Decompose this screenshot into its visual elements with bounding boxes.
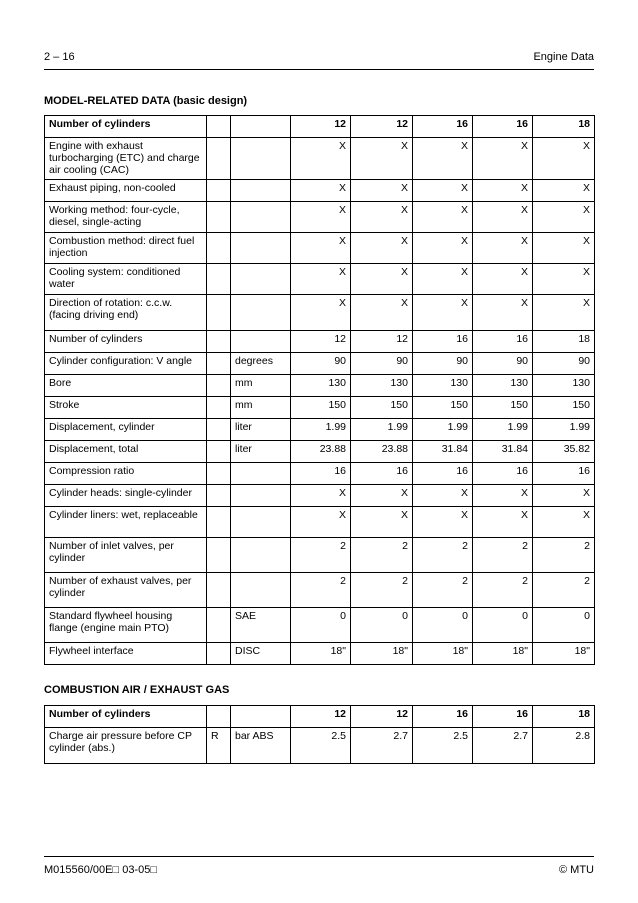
row-value-cell: X: [413, 233, 473, 264]
row-flag-cell: [207, 397, 231, 419]
table-row: [45, 419, 595, 441]
row-unit-cell: [231, 573, 291, 608]
header-empty-cell: [231, 706, 291, 728]
row-flag-cell: [207, 233, 231, 264]
row-value-cell: X: [533, 233, 595, 264]
row-value-cell: X: [473, 507, 533, 538]
row-value-cell: 1.99: [473, 419, 533, 441]
row-value-cell: 16: [533, 463, 595, 485]
row-flag-cell: [207, 608, 231, 643]
row-value-cell: 130: [413, 375, 473, 397]
row-unit-cell: bar ABS: [231, 728, 291, 764]
row-value-cell: X: [473, 485, 533, 507]
header-cylinder-count-cell: 18: [533, 706, 595, 728]
row-label-cell: Cylinder heads: single-cylinder: [45, 485, 207, 507]
row-unit-cell: [231, 295, 291, 331]
row-flag-cell: [207, 507, 231, 538]
row-value-cell: X: [351, 485, 413, 507]
page-header-title: Engine Data: [533, 51, 594, 63]
row-unit-cell: mm: [231, 375, 291, 397]
row-value-cell: 2: [533, 573, 595, 608]
row-value-cell: X: [413, 180, 473, 202]
row-value-cell: 90: [533, 353, 595, 375]
row-value-cell: 150: [413, 397, 473, 419]
row-value-cell: 18": [413, 643, 473, 665]
row-value-cell: 12: [291, 331, 351, 353]
row-label-cell: Number of cylinders: [45, 331, 207, 353]
row-value-cell: X: [291, 202, 351, 233]
row-flag-cell: [207, 138, 231, 180]
row-label-cell: Cylinder liners: wet, replaceable: [45, 507, 207, 538]
row-value-cell: 16: [473, 463, 533, 485]
row-flag-cell: [207, 331, 231, 353]
row-value-cell: X: [351, 507, 413, 538]
table-row: [45, 331, 595, 353]
row-label-cell: Number of inlet valves, per cylinder: [45, 538, 207, 573]
row-label-cell: Direction of rotation: c.c.w. (facing driving end): [45, 295, 207, 331]
combustion-air-table: [44, 705, 595, 764]
row-value-cell: 90: [291, 353, 351, 375]
header-rule: [44, 69, 594, 70]
table-row: [45, 397, 595, 419]
row-value-cell: X: [413, 264, 473, 295]
row-flag-cell: R: [207, 728, 231, 764]
header-cylinder-count-cell: 16: [413, 706, 473, 728]
page-number: 2 – 16: [44, 51, 75, 63]
row-value-cell: X: [473, 180, 533, 202]
row-value-cell: 31.84: [473, 441, 533, 463]
row-value-cell: 150: [351, 397, 413, 419]
row-value-cell: 23.88: [351, 441, 413, 463]
row-value-cell: X: [473, 233, 533, 264]
row-value-cell: X: [291, 507, 351, 538]
row-label-cell: Number of exhaust valves, per cylinder: [45, 573, 207, 608]
row-value-cell: 16: [413, 331, 473, 353]
header-label-cell: Number of cylinders: [45, 116, 207, 138]
row-value-cell: 2: [413, 538, 473, 573]
row-unit-cell: [231, 233, 291, 264]
row-value-cell: 2.5: [291, 728, 351, 764]
table-row: [45, 375, 595, 397]
row-value-cell: X: [351, 180, 413, 202]
row-value-cell: 2: [413, 573, 473, 608]
row-unit-cell: [231, 507, 291, 538]
header-cylinder-count-cell: 16: [413, 116, 473, 138]
row-value-cell: 0: [413, 608, 473, 643]
header-cylinder-count-cell: 16: [473, 706, 533, 728]
row-value-cell: X: [351, 295, 413, 331]
table-row: [45, 353, 595, 375]
row-label-cell: Compression ratio: [45, 463, 207, 485]
copyright: © MTU: [559, 864, 594, 876]
row-value-cell: 12: [351, 331, 413, 353]
row-value-cell: 130: [533, 375, 595, 397]
row-value-cell: 2: [351, 573, 413, 608]
row-unit-cell: liter: [231, 441, 291, 463]
row-value-cell: 2.8: [533, 728, 595, 764]
row-value-cell: X: [533, 180, 595, 202]
row-value-cell: 18": [533, 643, 595, 665]
row-unit-cell: [231, 138, 291, 180]
table-row: [45, 138, 595, 180]
row-value-cell: X: [291, 295, 351, 331]
row-value-cell: 130: [473, 375, 533, 397]
row-flag-cell: [207, 643, 231, 665]
row-unit-cell: [231, 180, 291, 202]
row-label-cell: Exhaust piping, non-cooled: [45, 180, 207, 202]
table-row: [45, 485, 595, 507]
row-value-cell: 2.7: [351, 728, 413, 764]
row-value-cell: 2: [473, 538, 533, 573]
row-value-cell: X: [413, 485, 473, 507]
header-empty-cell: [207, 116, 231, 138]
header-empty-cell: [231, 116, 291, 138]
row-label-cell: Engine with exhaust turbocharging (ETC) and charge air cooling (CAC): [45, 138, 207, 180]
row-label-cell: Combustion method: direct fuel injection: [45, 233, 207, 264]
table-row: [45, 202, 595, 233]
row-value-cell: 0: [473, 608, 533, 643]
row-label-cell: Flywheel interface: [45, 643, 207, 665]
row-value-cell: 23.88: [291, 441, 351, 463]
section-title-model-data: MODEL-RELATED DATA (basic design): [44, 95, 248, 107]
header-cylinder-count-cell: 12: [291, 116, 351, 138]
row-value-cell: X: [291, 485, 351, 507]
row-value-cell: 1.99: [291, 419, 351, 441]
row-label-cell: Cylinder configuration: V angle: [45, 353, 207, 375]
row-value-cell: X: [533, 485, 595, 507]
row-label-cell: Cooling system: conditioned water: [45, 264, 207, 295]
row-unit-cell: liter: [231, 419, 291, 441]
header-label-cell: Number of cylinders: [45, 706, 207, 728]
row-flag-cell: [207, 419, 231, 441]
row-unit-cell: DISC: [231, 643, 291, 665]
row-value-cell: X: [413, 507, 473, 538]
row-value-cell: X: [473, 295, 533, 331]
row-flag-cell: [207, 463, 231, 485]
row-unit-cell: degrees: [231, 353, 291, 375]
document-id: M015560/00E□ 03-05□: [44, 864, 157, 876]
row-value-cell: 16: [413, 463, 473, 485]
row-flag-cell: [207, 202, 231, 233]
row-value-cell: 130: [291, 375, 351, 397]
table-row: [45, 180, 595, 202]
row-value-cell: X: [351, 202, 413, 233]
row-label-cell: Displacement, cylinder: [45, 419, 207, 441]
row-value-cell: 1.99: [351, 419, 413, 441]
row-value-cell: 31.84: [413, 441, 473, 463]
row-unit-cell: [231, 331, 291, 353]
row-value-cell: 2: [351, 538, 413, 573]
row-flag-cell: [207, 180, 231, 202]
row-value-cell: 35.82: [533, 441, 595, 463]
row-value-cell: 18: [533, 331, 595, 353]
row-value-cell: 2: [291, 538, 351, 573]
page-header: [44, 51, 594, 65]
row-label-cell: Displacement, total: [45, 441, 207, 463]
section-title-combustion-air: COMBUSTION AIR / EXHAUST GAS: [44, 684, 230, 696]
page-footer: [44, 864, 594, 878]
header-cylinder-count-cell: 18: [533, 116, 595, 138]
row-flag-cell: [207, 375, 231, 397]
row-value-cell: X: [291, 233, 351, 264]
row-value-cell: 150: [473, 397, 533, 419]
row-flag-cell: [207, 441, 231, 463]
row-label-cell: Working method: four-cycle, diesel, single-acting: [45, 202, 207, 233]
row-value-cell: 16: [351, 463, 413, 485]
row-value-cell: 90: [351, 353, 413, 375]
row-value-cell: 150: [533, 397, 595, 419]
header-cylinder-count-cell: 16: [473, 116, 533, 138]
row-value-cell: 0: [533, 608, 595, 643]
row-value-cell: X: [351, 138, 413, 180]
row-value-cell: X: [473, 202, 533, 233]
row-flag-cell: [207, 264, 231, 295]
row-value-cell: X: [413, 202, 473, 233]
row-value-cell: X: [351, 264, 413, 295]
row-value-cell: 1.99: [413, 419, 473, 441]
row-value-cell: X: [351, 233, 413, 264]
row-unit-cell: [231, 202, 291, 233]
row-value-cell: X: [291, 264, 351, 295]
row-unit-cell: mm: [231, 397, 291, 419]
row-unit-cell: [231, 538, 291, 573]
row-value-cell: X: [291, 180, 351, 202]
row-flag-cell: [207, 485, 231, 507]
table-header-row: [45, 706, 595, 728]
header-cylinder-count-cell: 12: [351, 116, 413, 138]
row-value-cell: 130: [351, 375, 413, 397]
table-row: [45, 573, 595, 608]
table-row: [45, 643, 595, 665]
row-unit-cell: [231, 264, 291, 295]
row-value-cell: X: [533, 202, 595, 233]
table-row: [45, 295, 595, 331]
header-cylinder-count-cell: 12: [351, 706, 413, 728]
table-row: [45, 608, 595, 643]
row-value-cell: 90: [473, 353, 533, 375]
row-value-cell: 2.7: [473, 728, 533, 764]
row-value-cell: 18": [351, 643, 413, 665]
row-value-cell: 18": [473, 643, 533, 665]
row-flag-cell: [207, 573, 231, 608]
row-label-cell: Stroke: [45, 397, 207, 419]
header-cylinder-count-cell: 12: [291, 706, 351, 728]
row-value-cell: 2: [473, 573, 533, 608]
row-value-cell: 1.99: [533, 419, 595, 441]
table-row: [45, 507, 595, 538]
table-row: [45, 264, 595, 295]
footer-rule: [44, 856, 594, 857]
row-value-cell: 0: [291, 608, 351, 643]
row-unit-cell: [231, 485, 291, 507]
row-value-cell: 90: [413, 353, 473, 375]
header-empty-cell: [207, 706, 231, 728]
row-unit-cell: SAE: [231, 608, 291, 643]
table-row: [45, 441, 595, 463]
table-row: [45, 463, 595, 485]
row-value-cell: 150: [291, 397, 351, 419]
table-row: [45, 538, 595, 573]
row-value-cell: X: [291, 138, 351, 180]
row-value-cell: X: [473, 138, 533, 180]
row-label-cell: Standard flywheel housing flange (engine main PTO): [45, 608, 207, 643]
row-label-cell: Bore: [45, 375, 207, 397]
row-value-cell: 18": [291, 643, 351, 665]
row-value-cell: X: [533, 507, 595, 538]
row-flag-cell: [207, 538, 231, 573]
model-data-table: [44, 115, 595, 665]
row-value-cell: X: [533, 295, 595, 331]
row-value-cell: 2: [533, 538, 595, 573]
row-label-cell: Charge air pressure before CP cylinder (abs.): [45, 728, 207, 764]
row-value-cell: 2: [291, 573, 351, 608]
row-value-cell: 16: [291, 463, 351, 485]
table-header-row: [45, 116, 595, 138]
row-value-cell: 16: [473, 331, 533, 353]
row-flag-cell: [207, 353, 231, 375]
table-row: [45, 233, 595, 264]
row-value-cell: 2.5: [413, 728, 473, 764]
row-value-cell: X: [473, 264, 533, 295]
table-row: [45, 728, 595, 764]
row-unit-cell: [231, 463, 291, 485]
row-value-cell: X: [533, 264, 595, 295]
row-flag-cell: [207, 295, 231, 331]
row-value-cell: X: [533, 138, 595, 180]
row-value-cell: X: [413, 295, 473, 331]
row-value-cell: X: [413, 138, 473, 180]
row-value-cell: 0: [351, 608, 413, 643]
